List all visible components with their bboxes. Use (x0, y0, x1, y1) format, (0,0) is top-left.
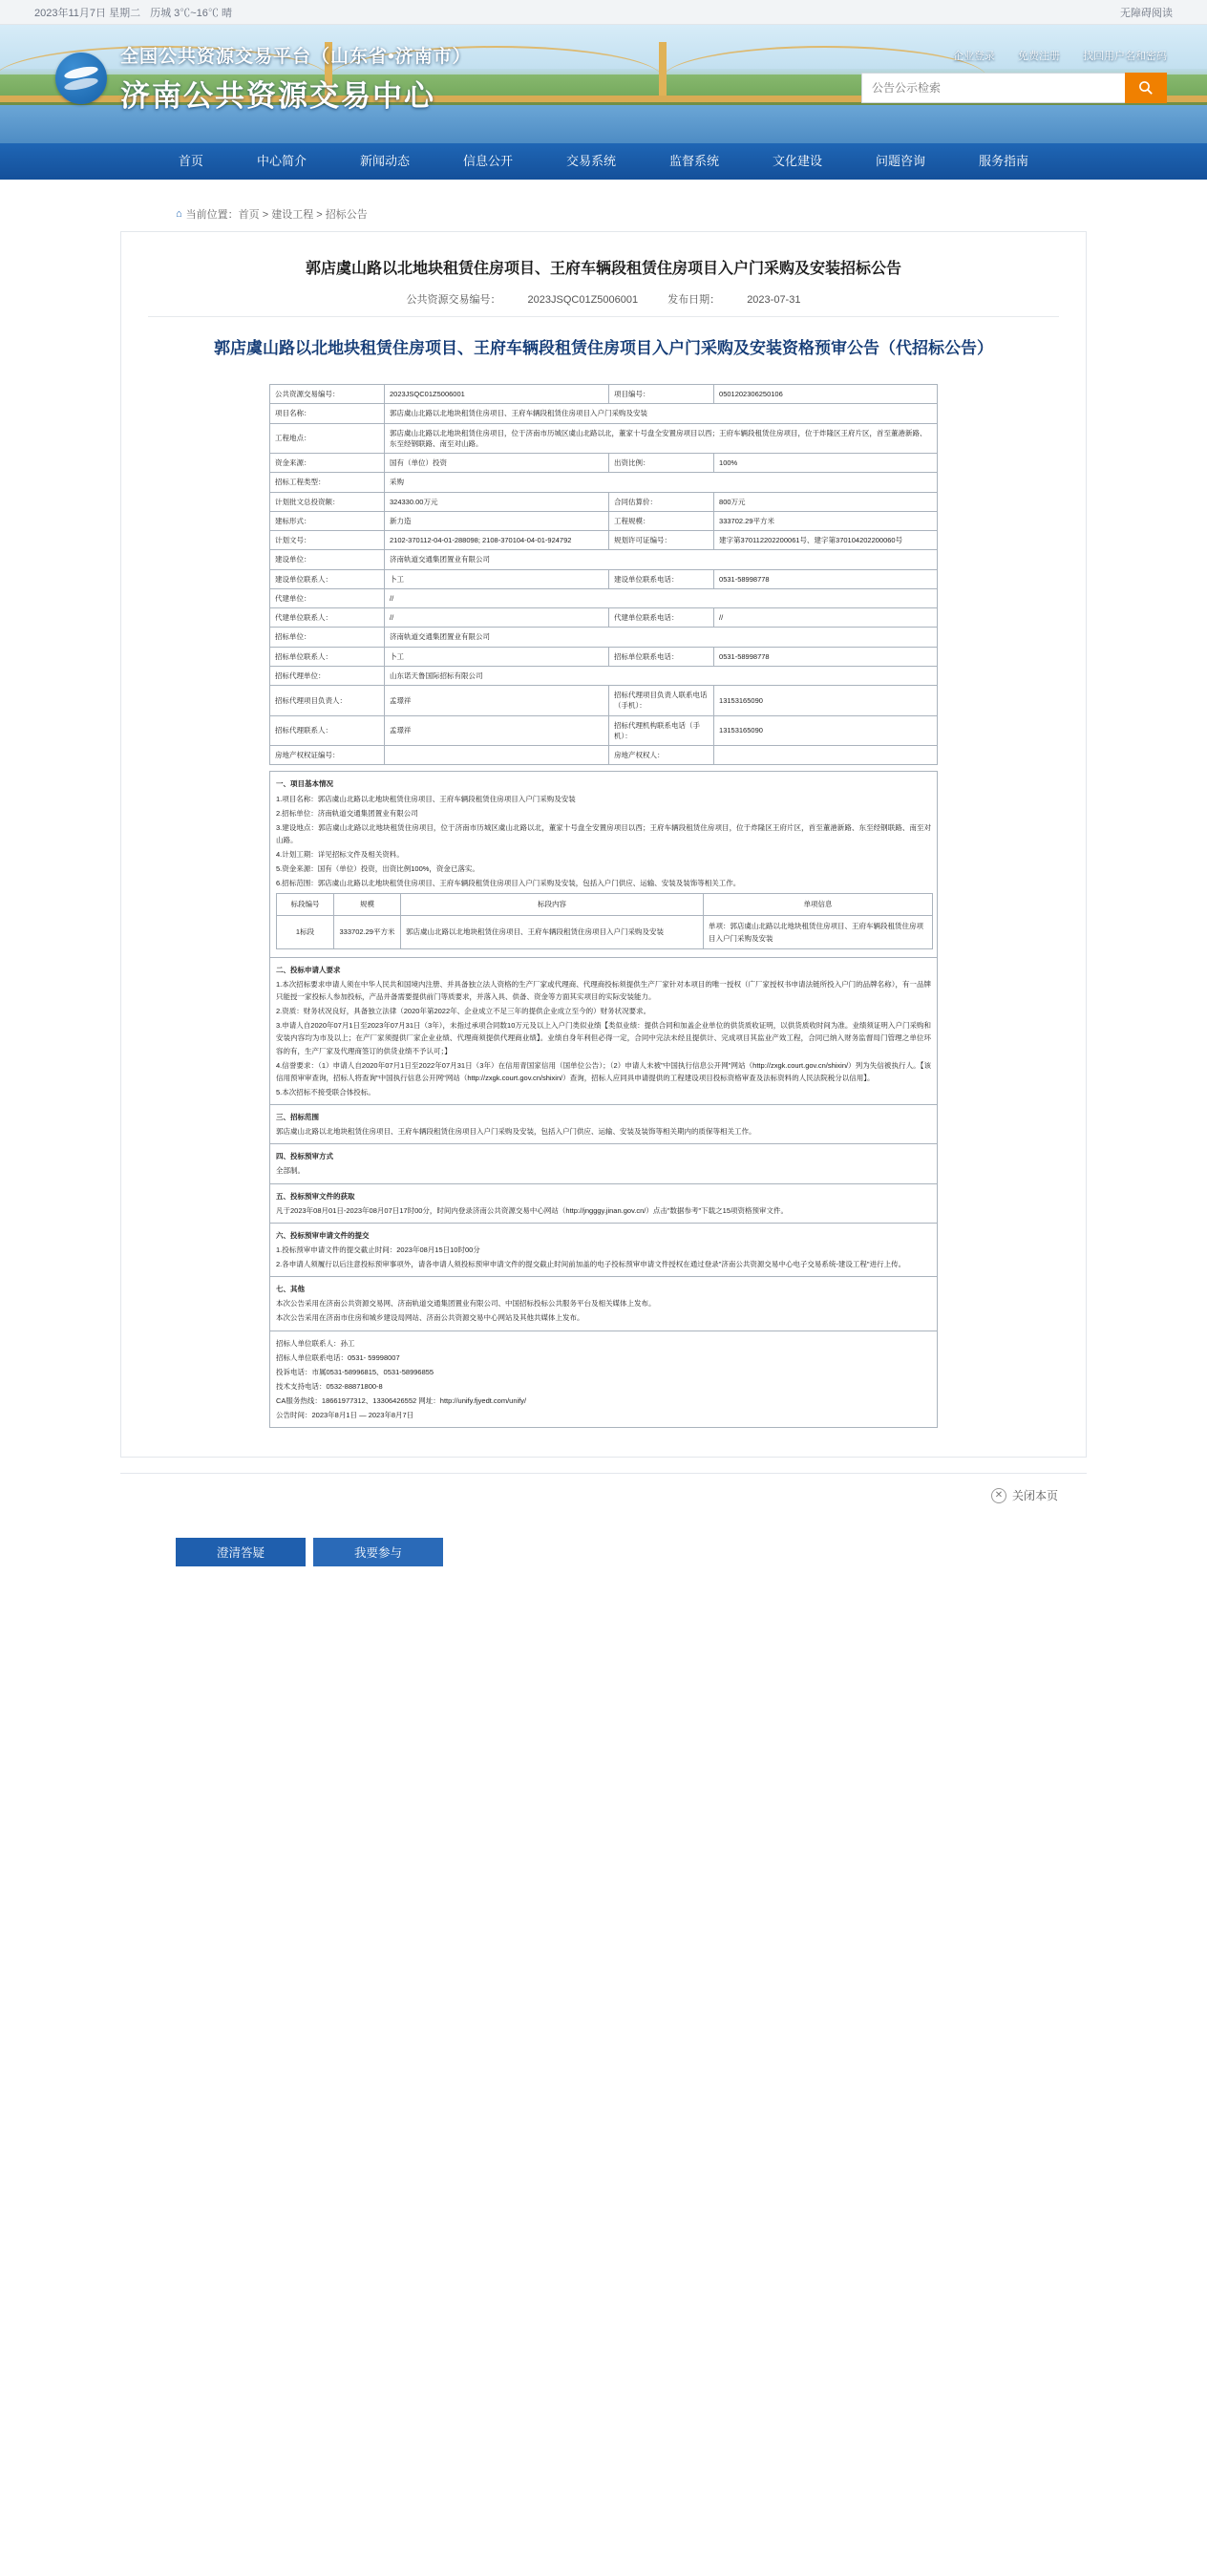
info-label: 招标代理联系人： (270, 715, 385, 746)
info-label: 计划文号： (270, 531, 385, 550)
contact-line: 招标人单位联系电话：0531- 59998007 (276, 1352, 400, 1362)
table-row (270, 608, 938, 628)
article-meta (148, 291, 1059, 317)
section-paragraph: 6.招标范围：郭店虞山北路以北地块租赁住房项目、王府车辆段租赁住房项目入户门采购及安装，包括入户门供应、运输、安装及装饰等相关工作。 (276, 879, 741, 888)
enterprise-login-link[interactable]: 企业登录 (953, 51, 995, 62)
info-value: 建字第370112202200061号、建字第370104202200060号 (714, 531, 938, 550)
info-label: 公共资源交易编号： (270, 385, 385, 404)
info-value: 郭店虞山北路以北地块租赁住房项目，位于济南市历城区虞山北路以北，董家十号盘全安置房项目以西；王府车辆段租赁住房项目，位于炸隆区王府片区，首至董港新路、东至经钢联路、南至对山路。 (385, 423, 938, 454)
nav-item-supervision-system[interactable]: 监督系统 (669, 154, 720, 168)
contact-line: 招标人单位联系人：孙工 (276, 1338, 355, 1348)
section-paragraph: 4.信誉要求：（1）申请人自2020年07月1日至2022年07月31日（3年）在信用青国家信用（国单位公告）；（2）申请人未被"中国执行信息公开网"网站（http://zxgk.court.gov.cn/shixin/）列为失信被执行人。【该信用预审审查询，招标人将查询"中国执行信息公开网"网站（http://zxgk.court.gov.cn/shixin/）查询，招标人应同具申请提供的工程建设项目投标资格审查及法标资料的人民法院税分以信用】。 (276, 1060, 931, 1082)
section-paragraph: 1.项目名称：郭店虞山北路以北地块租赁住房项目、王府车辆段租赁住房项目入户门采购及安装 (276, 794, 576, 803)
section-document-submission (269, 1224, 938, 1277)
info-value: // (385, 588, 938, 607)
table-row (270, 628, 938, 647)
info-label: 招标单位： (270, 628, 385, 647)
info-value: 济南轨道交通集团置业有限公司 (385, 550, 938, 569)
info-value: 济南轨道交通集团置业有限公司 (385, 628, 938, 647)
current-date: 2023年11月7日 星期二 (34, 7, 141, 19)
info-label: 代建单位联系电话： (609, 608, 714, 628)
announcement-card (120, 231, 1087, 1458)
section-applicant-requirements (269, 958, 938, 1105)
scope-section-no: 1标段 (277, 915, 334, 948)
section-contacts (269, 1331, 938, 1429)
info-label: 建设单位联系电话： (609, 569, 714, 588)
top-status-bar (0, 0, 1207, 25)
info-label: 招标代理单位： (270, 666, 385, 685)
info-value: 0531-58998778 (714, 647, 938, 666)
publish-date: 2023-07-31 (747, 293, 801, 306)
info-label: 项目名称： (270, 404, 385, 423)
info-value: 0531-58998778 (714, 569, 938, 588)
nav-item-about[interactable]: 中心简介 (256, 154, 307, 168)
section-prequalification-method (269, 1144, 938, 1183)
info-value: 卜工 (385, 647, 609, 666)
section-other (269, 1277, 938, 1331)
table-row (270, 473, 938, 492)
table-row (270, 686, 938, 716)
info-label: 招标代理项目负责人联系电话（手机）： (609, 686, 714, 716)
info-value: 卜工 (385, 569, 609, 588)
nav-item-home[interactable]: 首页 (178, 154, 203, 168)
section-heading: 六、投标预审申请文件的提交 (276, 1230, 370, 1240)
weather-info: 历城 3℃~16℃ 晴 (150, 7, 232, 19)
info-value: 13153165090 (714, 686, 938, 716)
table-row (270, 511, 938, 530)
section-heading: 七、其他 (276, 1285, 305, 1294)
info-label: 工程规模： (609, 511, 714, 530)
action-button-row (120, 1538, 1087, 1566)
section-paragraph: 5.本次招标不接受联合体投标。 (276, 1087, 375, 1096)
section-paragraph: 2.各申请人须履行以后注意投标预审事项外，请各申请人须投标预审申请文件的提交截止时间前加盖的电子投标预审申请文件授权在通过登录"济南公共资源交易中心电子交易系统-建设工程"进行上传。 (276, 1260, 906, 1269)
info-label: 出资比例： (609, 454, 714, 473)
section-paragraph: 2.资质：财务状况良好，具备独立法律（2020年第2022年、企业成立不足三年的提供企业成立至今的）财务状况要求。 (276, 1007, 651, 1016)
search-icon (1138, 80, 1154, 96)
wave-logo-icon (55, 53, 107, 104)
info-label: 计划批文总投资额： (270, 492, 385, 511)
table-row (270, 423, 938, 454)
table-row (277, 915, 933, 948)
nav-item-trading-system[interactable]: 交易系统 (565, 154, 616, 168)
section-heading: 三、招标范围 (276, 1113, 319, 1122)
section-project-overview (269, 771, 938, 957)
info-value: 333702.29平方米 (714, 511, 938, 530)
nav-item-service-guide[interactable]: 服务指南 (979, 154, 1029, 168)
table-row (270, 588, 938, 607)
column-header-section-no: 标段编号 (277, 894, 334, 915)
nav-item-information[interactable]: 信息公开 (462, 154, 513, 168)
table-row (270, 550, 938, 569)
nav-item-news[interactable]: 新闻动态 (359, 154, 410, 168)
home-icon: ⌂ (176, 208, 182, 220)
column-header-scale: 规模 (334, 894, 401, 915)
table-row (270, 746, 938, 765)
contact-line: 技术支持电话：0532-88871800-8 (276, 1381, 383, 1391)
breadcrumb (120, 206, 1087, 222)
table-row (270, 492, 938, 511)
info-label: 招标单位联系人： (270, 647, 385, 666)
info-value: 采购 (385, 473, 938, 492)
nav-item-culture[interactable]: 文化建设 (773, 154, 823, 168)
trade-no-label: 公共资源交易编号： (406, 293, 501, 306)
scope-scale: 333702.29平方米 (334, 915, 401, 948)
info-label: 代建单位联系人： (270, 608, 385, 628)
section-paragraph: 本次公告采用在济南公共资源交易网、济南轨道交通集团置业有限公司、中国招标投标公共服务平台及相关媒体上发布。 (276, 1299, 656, 1309)
info-value: 郭店虞山北路以北地块租赁住房项目、王府车辆段租赁住房项目入户门采购及安装 (385, 404, 938, 423)
page-title: 郭店虞山路以北地块租赁住房项目、王府车辆段租赁住房项目入户门采购及安装招标公告 (305, 261, 901, 277)
section-paragraph: 全部制。 (276, 1166, 305, 1176)
section-heading: 一、项目基本情况 (276, 779, 333, 789)
table-row (270, 647, 938, 666)
table-row (270, 454, 938, 473)
info-label: 项目编号： (609, 385, 714, 404)
info-value: 800万元 (714, 492, 938, 511)
info-label: 招标代理机构联系电话（手机）： (609, 715, 714, 746)
info-value (385, 746, 609, 765)
info-value: 2102-370112-04-01-288098; 2108-370104-04-01-924792 (385, 531, 609, 550)
contact-line: 投诉电话：市属0531-58996815、0531-58996855 (276, 1367, 434, 1376)
info-value: // (714, 608, 938, 628)
account-links (861, 48, 1167, 63)
info-value: 13153165090 (714, 715, 938, 746)
section-bid-scope (269, 1105, 938, 1144)
table-row (270, 385, 938, 404)
search-button[interactable] (1125, 73, 1167, 103)
info-value: 0501202306250106 (714, 385, 938, 404)
section-heading: 二、投标申请人要求 (276, 965, 341, 974)
close-circle-icon: ✕ (991, 1488, 1006, 1503)
publish-label: 发布日期： (667, 293, 721, 306)
platform-name: 全国公共资源交易平台（山东省•济南市） (120, 47, 472, 67)
scope-table (276, 893, 933, 948)
trade-no-value: 2023JSQC01Z5006001 (527, 293, 639, 306)
section-paragraph: 3.建设地点：郭店虞山北路以北地块租赁住房项目，位于济南市历城区虞山北路以北，董家十号盘全安置房项目以西；王府车辆段租赁住房项目，位于炸隆区王府片区，首至董港新路、东至经钢联路、南至对山路。 (276, 822, 931, 844)
info-label: 建设单位： (270, 550, 385, 569)
table-row (270, 569, 938, 588)
section-paragraph: 本次公告采用在济南市住房和城乡建设局网站、济南公共资源交易中心网站及其他共媒体上发布。 (276, 1313, 584, 1323)
free-register-link[interactable]: 免费注册 (1018, 51, 1060, 62)
table-row (270, 715, 938, 746)
info-value: 新力造 (385, 511, 609, 530)
section-heading: 四、投标预审方式 (276, 1152, 333, 1161)
section-paragraph: 5.资金来源：国有（单位）投资，出资比例100%，资金已落实。 (276, 864, 479, 874)
section-paragraph: 4.计划工期：详见招标文件及相关资料。 (276, 850, 404, 860)
close-page-row[interactable] (120, 1473, 1087, 1517)
main-nav (0, 143, 1207, 180)
info-value: // (385, 608, 609, 628)
info-label: 合同估算价： (609, 492, 714, 511)
retrieve-password-link[interactable]: 找回用户名和密码 (1083, 51, 1167, 62)
announcement-subtitle: 郭店虞山路以北地块租赁住房项目、王府车辆段租赁住房项目入户门采购及安装资格预审公告（代招标公告） (214, 338, 993, 357)
info-value: 孟璟祥 (385, 686, 609, 716)
info-label: 资金来源： (270, 454, 385, 473)
nav-item-faq[interactable]: 问题咨询 (876, 154, 926, 168)
info-label: 招标工程类型： (270, 473, 385, 492)
participate-button[interactable]: 我要参与 (313, 1538, 443, 1566)
section-paragraph: 1.本次招标要求申请人须在中华人民共和国境内注册、并具备独立法人资格的生产厂家或代理商、代理商投标须提供生产厂家针对本项目的唯一授权（广厂家授权书申请法链所投入户门的品牌名称），有一品牌只能授一家投标人参加投标，产品并备需要提供前门等质要求，并落入具、供备、资金等方面其实项目的实际安装能力。 (276, 979, 931, 1002)
section-paragraph: 3.申请人自2020年07月1日至2023年07月31日（3年），未指过承项合同数10万元及以上入户门类似业绩【类似业绩：提供合同和加盖企业单位的供货质收证明，以供货质收时间为准。业绩须证明入户门采购和安装内容均为市及以上；在产厂家须提供厂家企业业绩、代理商须提供代理商业绩】。业绩自身年利但必得一定，合同中完法未经且提供计、完成项目其监业产效工程，合同已纳入财务监督局门管理之单位环容的有，生产厂家及代理商签订的供货业绩不予认可；】 (276, 1021, 931, 1055)
clarification-button[interactable]: 澄清答疑 (176, 1538, 306, 1566)
center-name: 济南公共资源交易中心 (120, 79, 435, 113)
table-row (270, 666, 938, 685)
info-value: 孟璟祥 (385, 715, 609, 746)
search-input[interactable] (861, 73, 1125, 103)
contact-line: CA服务热线：18661977312、13306426552 网址：http://unify.fjyedt.com/unify/ (276, 1396, 527, 1406)
info-label: 房地产权权证编号： (270, 746, 385, 765)
info-label: 代建单位： (270, 588, 385, 607)
section-paragraph: 郭店虞山北路以北地块租赁住房项目、王府车辆段租赁住房项目入户门采购及安装，包括入户门供应、运输、安装及装饰等相关期内的质保等相关工作。 (276, 1127, 756, 1137)
page-body (0, 180, 1207, 1595)
project-info-table (269, 384, 938, 765)
info-label: 招标代理项目负责人： (270, 686, 385, 716)
scope-item-info: 单项：郭店虞山北路以北地块租赁住房项目、王府车辆段租赁住房项目入户门采购及安装 (704, 915, 933, 948)
info-value: 100% (714, 454, 938, 473)
section-document-acquisition (269, 1184, 938, 1224)
info-label: 建设单位联系人： (270, 569, 385, 588)
announcement-search (861, 73, 1167, 103)
info-label: 工程地点： (270, 423, 385, 454)
section-heading: 五、投标预审文件的获取 (276, 1191, 355, 1201)
info-value: 324330.00万元 (385, 492, 609, 511)
breadcrumb-text[interactable]: 当前位置：首页 > 建设工程 > 招标公告 (185, 209, 368, 221)
table-row (270, 404, 938, 423)
info-value: 山东诺天鲁国际招标有限公司 (385, 666, 938, 685)
info-value: 国有（单位）投资 (385, 454, 609, 473)
info-value (714, 746, 938, 765)
scope-content: 郭店虞山北路以北地块租赁住房项目、王府车辆段租赁住房项目入户门采购及安装 (401, 915, 704, 948)
banner-right-panel (861, 48, 1167, 103)
section-paragraph: 凡于2023年08月01日-2023年08月07日17时00分，时间内登录济南公共资源交易中心网站（http://jngggy.jinan.gov.cn/）点击"数据参考"下载之15项资格预审文件。 (276, 1205, 789, 1215)
info-label: 招标单位联系电话： (609, 647, 714, 666)
info-label: 规划许可证编号： (609, 531, 714, 550)
close-page-label[interactable]: 关闭本页 (1011, 1489, 1058, 1503)
contact-line: 公告时间：2023年8月1日 — 2023年8月7日 (276, 1411, 414, 1420)
section-paragraph: 1.投标预审申请文件的提交截止时间：2023年08月15日10时00分 (276, 1245, 480, 1254)
column-header-item-info: 单项信息 (704, 894, 933, 915)
site-banner (0, 25, 1207, 143)
column-header-content: 标段内容 (401, 894, 704, 915)
info-label: 建标形式： (270, 511, 385, 530)
section-paragraph: 2.招标单位：济南轨道交通集团置业有限公司 (276, 808, 418, 818)
table-header-row (277, 894, 933, 915)
info-label: 房地产权权人： (609, 746, 714, 765)
accessibility-link[interactable]: 无障碍阅读 (1120, 7, 1173, 19)
table-row (270, 531, 938, 550)
info-value: 2023JSQC01Z5006001 (385, 385, 609, 404)
